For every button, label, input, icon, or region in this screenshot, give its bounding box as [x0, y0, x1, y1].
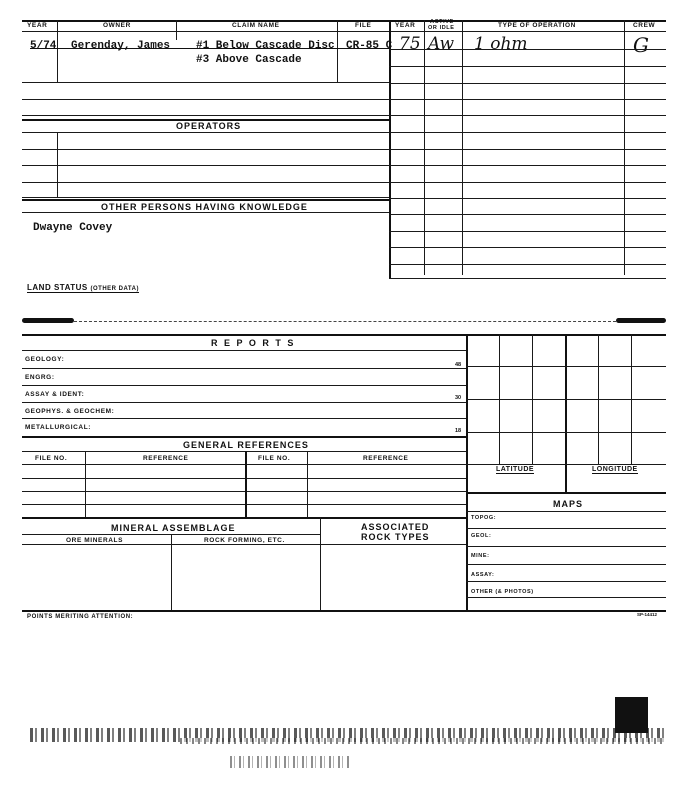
entry-file: CR-85 C: [346, 40, 393, 52]
report-assay: ASSAY & IDENT:: [25, 391, 85, 398]
header-crew: CREW: [633, 22, 656, 29]
entry-owner: Gerenday, James: [71, 40, 171, 52]
maps-assay: ASSAY:: [471, 572, 495, 578]
ore-minerals-label: ORE MINERALS: [66, 537, 124, 544]
header-year: YEAR: [27, 22, 48, 29]
entry-date: 5/74: [30, 40, 57, 52]
report-geology: GEOLOGY:: [25, 356, 65, 363]
latitude-label: LATITUDE: [496, 466, 535, 473]
report-assay-num: 30: [455, 395, 462, 401]
header-active: ACTIVE: [430, 19, 454, 25]
land-status-title: LAND STATUS: [27, 283, 88, 292]
maps-title: MAPS: [553, 499, 584, 509]
report-geophys: GEOPHYS. & GEOCHEM:: [25, 408, 115, 415]
header-type-of-operation: TYPE OF OPERATION: [498, 22, 576, 29]
entry-crew: G: [633, 33, 649, 57]
header-year-2: YEAR: [395, 22, 416, 29]
ref-header-file-2: FILE NO.: [258, 455, 291, 462]
strike-line: [30, 48, 390, 49]
ref-header-reference-2: REFERENCE: [363, 455, 409, 462]
other-persons-value: Dwayne Covey: [33, 222, 113, 234]
header-or-idle: OR IDLE: [428, 25, 455, 31]
longitude-label: LONGITUDE: [592, 466, 638, 473]
report-geology-num: 48: [455, 362, 462, 368]
associated-rock-types-1: ASSOCIATED: [361, 522, 430, 532]
header-file: FILE: [355, 22, 372, 29]
entry-year: 75: [399, 34, 421, 54]
entry-claim-2: #3 Above Cascade: [196, 54, 302, 66]
entry-claim-1: #1 Below Cascade Disc: [196, 40, 335, 52]
points-meriting-attention: POINTS MERITING ATTENTION:: [27, 614, 134, 620]
report-engrg: ENGRG:: [25, 374, 55, 381]
reports-title: R E P O R T S: [211, 338, 296, 348]
maps-other: OTHER (& PHOTOS): [471, 589, 534, 595]
smudge-right: [616, 318, 666, 323]
general-references-title: GENERAL REFERENCES: [183, 440, 309, 450]
form-number: SP-14412: [637, 612, 658, 617]
smudge-left: [22, 318, 74, 323]
entry-operation: 1 ohm: [474, 34, 528, 54]
associated-rock-types-2: ROCK TYPES: [361, 532, 430, 542]
maps-topog: TOPOG:: [471, 515, 497, 521]
header-owner: OWNER: [103, 22, 131, 29]
ref-header-reference-1: REFERENCE: [143, 455, 189, 462]
header-claim-name: CLAIM NAME: [232, 22, 280, 29]
maps-geol: GEOL:: [471, 533, 492, 539]
mineral-assemblage-title: MINERAL ASSEMBLAGE: [111, 523, 236, 533]
other-persons-title: OTHER PERSONS HAVING KNOWLEDGE: [101, 202, 308, 212]
maps-mine: MINE:: [471, 553, 490, 559]
report-metallurgical: METALLURGICAL:: [25, 424, 92, 431]
rock-forming-label: ROCK FORMING, ETC.: [204, 537, 285, 544]
report-metallurgical-num: 18: [455, 428, 462, 434]
entry-active-idle: Aw: [428, 34, 455, 54]
land-status-sub: (OTHER DATA): [90, 286, 139, 292]
ref-header-file-1: FILE NO.: [35, 455, 68, 462]
operators-title: OPERATORS: [176, 121, 242, 131]
